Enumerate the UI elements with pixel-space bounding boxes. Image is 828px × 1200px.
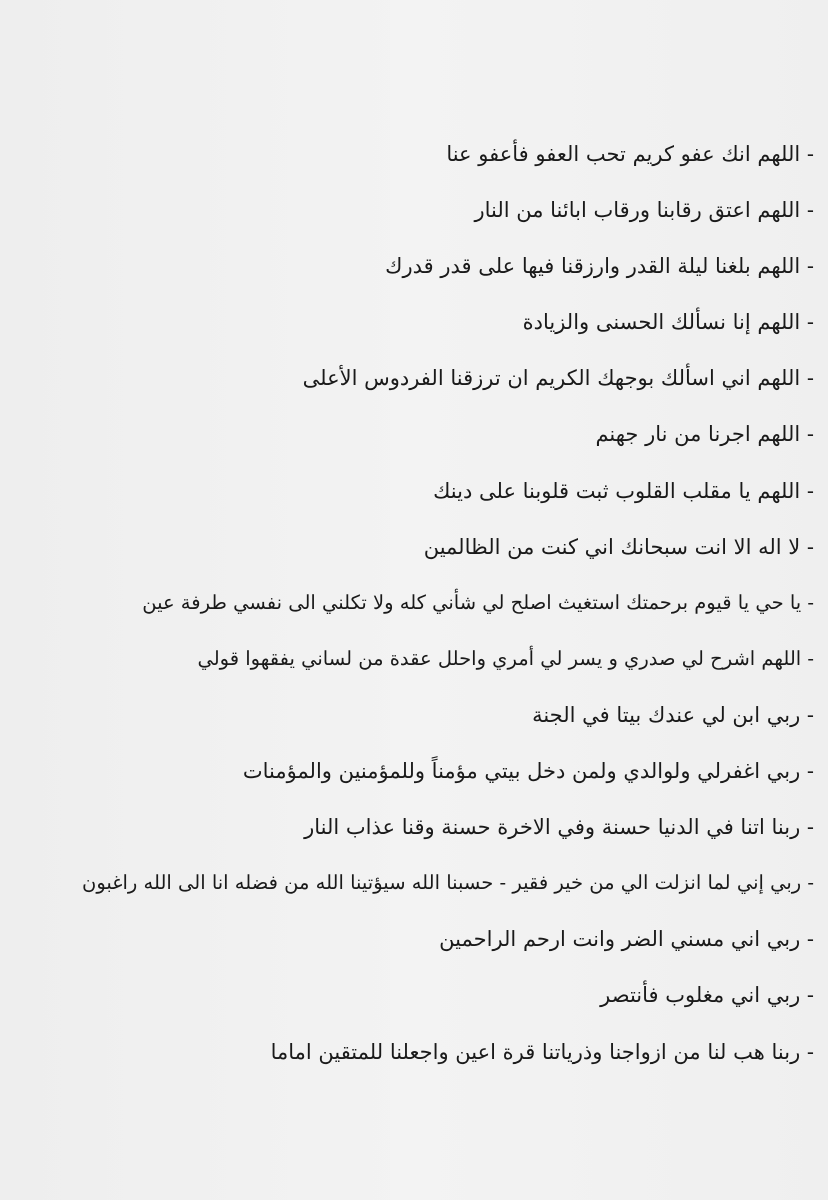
- dua-line: - اللهم اني اسألك بوجهك الكريم ان ترزقنا الفردوس الأعلى: [302, 366, 814, 391]
- dua-line: - اللهم إنا نسألك الحسنى والزيادة: [522, 310, 814, 335]
- dua-line: - ربي ابن لي عندك بيتا في الجنة: [532, 702, 814, 727]
- dua-line: - ربي اني مغلوب فأنتصر: [600, 983, 814, 1008]
- dua-line: - لا اله الا انت سبحانك اني كنت من الظالمين: [423, 534, 814, 559]
- dua-line: - اللهم اعتق رقابنا ورقاب ابائنا من النار: [474, 198, 814, 223]
- dua-list: [24, 126, 814, 1080]
- dua-line: - يا حي يا قيوم برحمتك استغيث اصلح لي شأني كله ولا تكلني الى نفسي طرفة عين: [142, 590, 814, 614]
- dua-line: - ربي إني لما انزلت الي من خير فقير - حسبنا الله سيؤتينا الله من فضله انا الى الله راغبون: [82, 871, 814, 895]
- dua-line: - ربنا اتنا في الدنيا حسنة وفي الاخرة حسنة وقنا عذاب النار: [304, 815, 814, 840]
- dua-line: - اللهم بلغنا ليلة القدر وارزقنا فيها على قدر قدرك: [385, 254, 814, 279]
- dua-line: - اللهم اجرنا من نار جهنم: [595, 422, 814, 447]
- dua-line: - اللهم يا مقلب القلوب ثبت قلوبنا على دينك: [433, 478, 814, 503]
- dua-line: - ربنا هب لنا من ازواجنا وذرياتنا قرة اعين واجعلنا للمتقين اماما: [270, 1039, 814, 1064]
- dua-line: - اللهم انك عفو كريم تحب العفو فأعفو عنا: [446, 142, 814, 166]
- dua-line: - ربي اني مسني الضر وانت ارحم الراحمين: [439, 927, 814, 952]
- dua-line: - ربي اغفرلي ولوالدي ولمن دخل بيتي مؤمناً وللمؤمنين والمؤمنات: [242, 759, 814, 784]
- dua-line: - اللهم اشرح لي صدري و يسر لي أمري واحلل عقدة من لساني يفقهوا قولي: [197, 646, 814, 670]
